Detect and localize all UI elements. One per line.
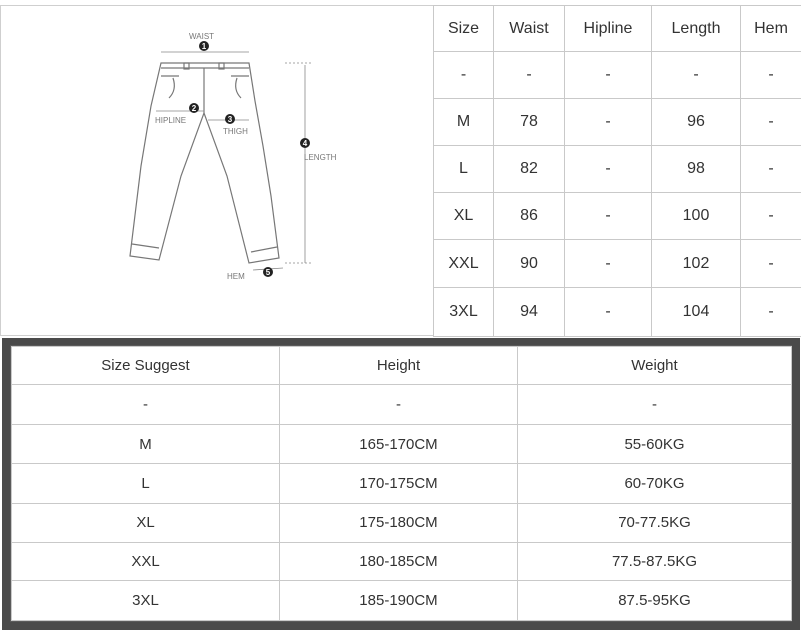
height-cell: 170-175CM <box>280 464 518 504</box>
pants-illustration <box>1 6 434 337</box>
hem-cell: - <box>741 99 801 146</box>
hipline-label: HIPLINE <box>155 116 187 125</box>
weight-cell: 87.5-95KG <box>518 581 792 621</box>
suggest-size-cell: 3XL <box>12 581 280 621</box>
header-height: Height <box>280 347 518 385</box>
suggest-size-cell: M <box>12 424 280 464</box>
header-size: Size <box>434 6 494 52</box>
header-weight: Weight <box>518 347 792 385</box>
table-row <box>434 288 801 337</box>
hem-cell: - <box>741 240 801 288</box>
size-cell: XL <box>434 193 494 240</box>
length-cell: 102 <box>652 240 741 288</box>
length-cell: 96 <box>652 99 741 146</box>
size-suggest-table <box>11 346 792 621</box>
hipline-cell: - <box>565 240 652 288</box>
length-cell: 104 <box>652 288 741 337</box>
hipline-cell: - <box>565 99 652 146</box>
table-row <box>434 146 801 193</box>
table-row <box>12 542 792 581</box>
height-cell: 180-185CM <box>280 542 518 581</box>
size-cell: L <box>434 146 494 193</box>
waist-cell: 78 <box>494 99 565 146</box>
table-row <box>12 464 792 504</box>
hipline-cell: - <box>565 193 652 240</box>
size-suggest-frame <box>2 338 800 630</box>
marker-3-label: 3 <box>227 115 233 124</box>
header-length: Length <box>652 6 741 52</box>
pants-outline-icon <box>130 63 279 263</box>
hem-cell: - <box>741 146 801 193</box>
hem-label: HEM <box>227 272 245 281</box>
length-cell: 98 <box>652 146 741 193</box>
table-row <box>434 99 801 146</box>
weight-cell: 77.5-87.5KG <box>518 542 792 581</box>
size-measurement-table <box>433 5 801 337</box>
height-cell: 175-180CM <box>280 504 518 543</box>
weight-cell: 60-70KG <box>518 464 792 504</box>
table-row <box>12 424 792 464</box>
header-hem: Hem <box>741 6 801 52</box>
size-cell: - <box>434 52 494 99</box>
waist-cell: 94 <box>494 288 565 337</box>
height-cell: 165-170CM <box>280 424 518 464</box>
size-table-header-row <box>434 6 801 52</box>
pants-measurement-diagram <box>0 5 433 336</box>
marker-1-label: 1 <box>201 42 207 51</box>
hipline-cell: - <box>565 146 652 193</box>
weight-cell: 70-77.5KG <box>518 504 792 543</box>
hem-cell: - <box>741 193 801 240</box>
suggest-header-row <box>12 347 792 385</box>
waist-cell: 86 <box>494 193 565 240</box>
marker-4-label: 4 <box>302 139 308 148</box>
height-cell: 185-190CM <box>280 581 518 621</box>
waist-cell: - <box>494 52 565 99</box>
size-cell: XXL <box>434 240 494 288</box>
hem-cell: - <box>741 52 801 99</box>
header-size-suggest: Size Suggest <box>12 347 280 385</box>
size-cell: 3XL <box>434 288 494 337</box>
height-cell: - <box>280 385 518 425</box>
table-row <box>434 193 801 240</box>
length-cell: 100 <box>652 193 741 240</box>
suggest-size-cell: XXL <box>12 542 280 581</box>
hem-cell: - <box>741 288 801 337</box>
size-cell: M <box>434 99 494 146</box>
weight-cell: - <box>518 385 792 425</box>
waist-cell: 82 <box>494 146 565 193</box>
table-row <box>434 52 801 99</box>
header-hipline: Hipline <box>565 6 652 52</box>
size-suggest-panel <box>10 345 792 622</box>
marker-5-label: 5 <box>265 268 271 277</box>
table-row <box>12 504 792 543</box>
marker-2-label: 2 <box>191 104 197 113</box>
suggest-size-cell: - <box>12 385 280 425</box>
thigh-label: THIGH <box>223 127 248 136</box>
table-row <box>12 581 792 621</box>
table-row <box>434 240 801 288</box>
suggest-size-cell: L <box>12 464 280 504</box>
header-waist: Waist <box>494 6 565 52</box>
hipline-cell: - <box>565 288 652 337</box>
waist-label: WAIST <box>189 32 215 41</box>
hipline-cell: - <box>565 52 652 99</box>
suggest-size-cell: XL <box>12 504 280 543</box>
weight-cell: 55-60KG <box>518 424 792 464</box>
waist-cell: 90 <box>494 240 565 288</box>
length-cell: - <box>652 52 741 99</box>
table-row <box>12 385 792 425</box>
length-label: LENGTH <box>304 153 337 162</box>
